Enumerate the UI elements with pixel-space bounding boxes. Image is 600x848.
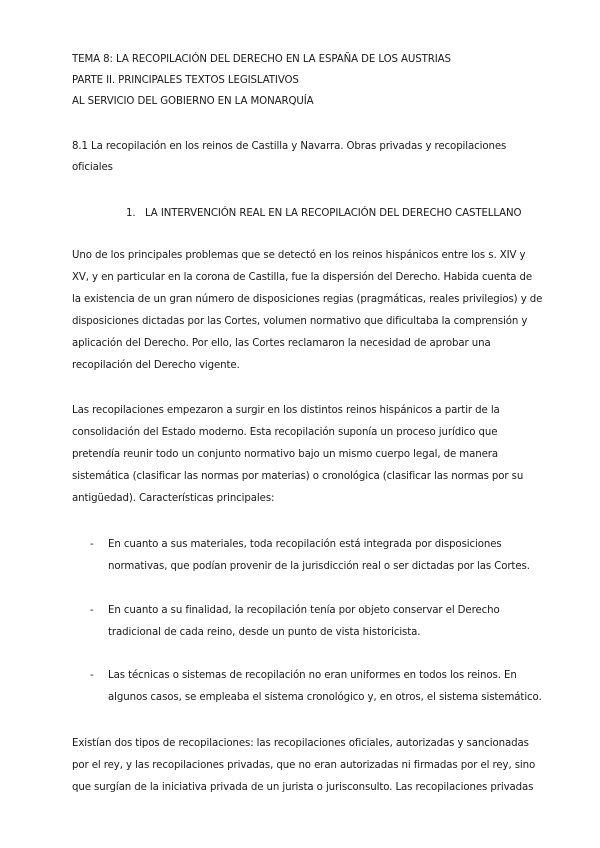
paragraph-1-line: XV, y en particular en la corona de Castilla, fue la dispersión del Derecho. Habida cuenta de — [72, 272, 533, 283]
paragraph-1-line: disposiciones dictadas por las Cortes, volumen normativo que dificultaba la comprensión y — [72, 316, 528, 327]
bullet-item-line: Las técnicas o sistemas de recopilación no eran uniformes en todos los reinos. En — [108, 670, 517, 681]
paragraph-2-line: sistemática (clasificar las normas por materias) o cronológica (clasificar las normas por su — [72, 471, 524, 482]
header-title-line-2: PARTE II. PRINCIPALES TEXTOS LEGISLATIVOS — [72, 75, 299, 86]
header-title-line-3: AL SERVICIO DEL GOBIERNO EN LA MONARQUÍA — [72, 96, 314, 107]
paragraph-3-line: que surgían de la iniciativa privada de un jurista o jurisconsulto. Las recopilaciones privadas — [72, 782, 534, 793]
paragraph-3-line: por el rey, y las recopilaciones privadas, que no eran autorizadas ni firmadas por el rey, sino — [72, 760, 536, 771]
bullet-item-line: En cuanto a su finalidad, la recopilación tenía por objeto conservar el Derecho — [108, 605, 500, 616]
paragraph-2-line: consolidación del Estado moderno. Esta recopilación suponía un proceso jurídico que — [72, 427, 498, 438]
paragraph-1-line: Uno de los principales problemas que se detectó en los reinos hispánicos entre los s. XIV y — [72, 250, 526, 261]
bullet-marker: - — [90, 605, 94, 616]
paragraph-2-line: antigüedad). Características principales: — [72, 493, 275, 504]
section-title-line-1: 8.1 La recopilación en los reinos de Castilla y Navarra. Obras privadas y recopilaciones — [72, 141, 507, 152]
paragraph-3-line: Existían dos tipos de recopilaciones: las recopilaciones oficiales, autorizadas y sancionadas — [72, 738, 529, 749]
bullet-item-line: algunos casos, se empleaba el sistema cronológico y, en otros, el sistema sistemático. — [108, 692, 542, 703]
header-title-line-1: TEMA 8: LA RECOPILACIÓN DEL DERECHO EN LA ESPAÑA DE LOS AUSTRIAS — [72, 54, 451, 65]
paragraph-1-line: recopilación del Derecho vigente. — [72, 360, 240, 371]
bullet-item-line: En cuanto a sus materiales, toda recopilación está integrada por disposiciones — [108, 539, 502, 550]
bullet-item-line: normativas, que podían provenir de la jurisdicción real o ser dictadas por las Cortes. — [108, 561, 530, 572]
paragraph-1-line: aplicación del Derecho. Por ello, las Cortes reclamaron la necesidad de aprobar una — [72, 338, 491, 349]
paragraph-2-line: pretendía reunir todo un conjunto normativo bajo un mismo cuerpo legal, de manera — [72, 449, 498, 460]
paragraph-1-line: la existencia de un gran número de disposiciones regias (pragmáticas, reales privilegios) y de — [72, 294, 543, 305]
paragraph-2-line: Las recopilaciones empezaron a surgir en los distintos reinos hispánicos a partir de la — [72, 405, 500, 416]
section-title-line-2: oficiales — [72, 162, 113, 173]
bullet-item-line: tradicional de cada reino, desde un punto de vista historicista. — [108, 627, 421, 638]
heading-number: 1. — [126, 208, 136, 219]
bullet-marker: - — [90, 670, 94, 681]
heading-text: LA INTERVENCIÓN REAL EN LA RECOPILACIÓN DEL DERECHO CASTELLANO — [145, 208, 522, 219]
bullet-marker: - — [90, 539, 94, 550]
